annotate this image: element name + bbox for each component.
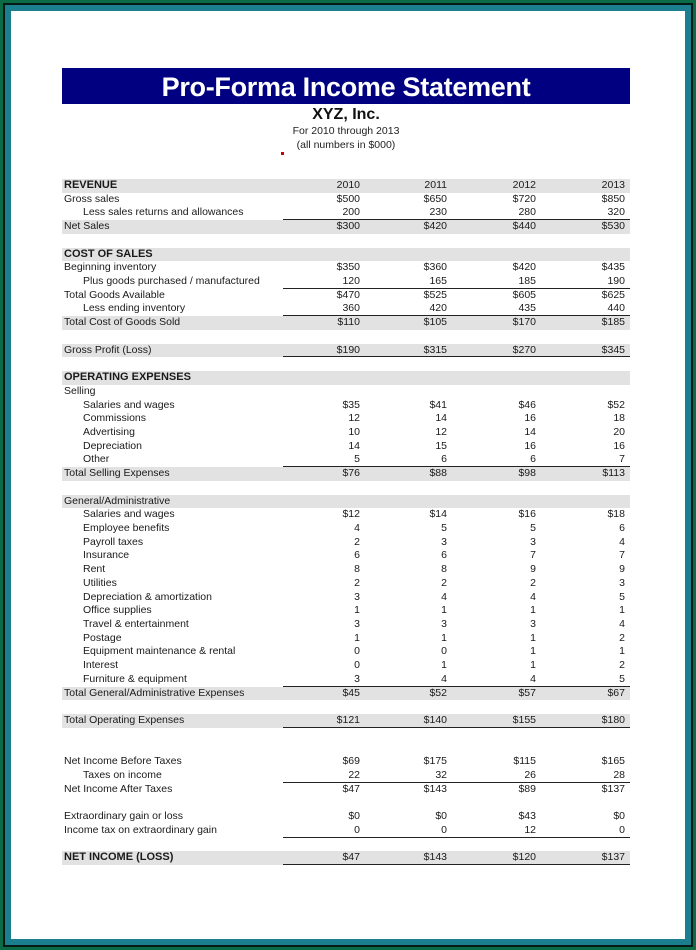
cell-value: 20 [613,425,625,438]
cell-value: $605 [512,288,536,301]
row-label: Advertising [83,425,135,438]
table-row [62,385,630,399]
cell-value: 360 [342,302,360,315]
cell-value: 2 [441,576,447,589]
blank-row [62,796,630,810]
income-statement-table [62,179,630,865]
row-label: Gross sales [64,192,120,205]
row-label: Depreciation [83,439,142,452]
cell-value: 435 [518,302,536,315]
table-row [62,687,630,701]
row-label: Less ending inventory [83,302,186,315]
cell-value: 2 [530,576,536,589]
cell-value: 185 [518,275,536,288]
cell-value: 28 [613,768,625,781]
cell-value: 12 [435,425,447,438]
cell-value: $315 [423,343,447,356]
cell-value: 4 [441,672,447,685]
table-row [62,714,630,728]
cell-value: 6 [619,521,625,534]
table-row [62,783,630,797]
cell-value: 3 [354,590,360,603]
cell-value: 22 [348,768,360,781]
row-label: Less sales returns and allowances [83,206,244,219]
cell-value: 1 [619,604,625,617]
table-row [62,508,630,522]
table-row [62,399,630,413]
document-title: Pro-Forma Income Statement [62,68,630,104]
cell-value: 26 [524,768,536,781]
cell-value: $47 [342,851,360,864]
cell-value: $140 [423,714,447,727]
cell-value: 14 [524,425,536,438]
cell-value: $185 [601,316,625,329]
cell-value: $175 [423,755,447,768]
cell-value: 7 [619,549,625,562]
table-row [62,659,630,673]
table-row [62,316,630,330]
row-label: Total Operating Expenses [64,714,185,727]
cell-value: 3 [441,535,447,548]
cell-value: 280 [518,206,536,219]
table-row [62,261,630,275]
row-label: Travel & entertainment [83,618,189,630]
table-row [62,412,630,426]
table-row [62,536,630,550]
table-row [62,275,630,289]
row-label: Equipment maintenance & rental [83,645,236,658]
cell-value: $57 [518,686,536,699]
row-label: Depreciation & amortization [83,590,212,603]
cell-value: $121 [336,714,360,727]
cell-value: $500 [336,192,360,205]
row-label: Employee benefits [83,521,170,534]
row-label: Total Selling Expenses [64,467,170,480]
cell-value: $18 [607,508,625,521]
cell-value: 8 [441,563,447,576]
cell-value: $35 [342,398,360,411]
cell-value: 1 [530,631,536,644]
cell-value: $52 [607,398,625,411]
cell-value: $47 [342,782,360,795]
company-name: XYZ, Inc. [312,106,380,123]
cell-value: $137 [601,782,625,795]
cell-value: 2013 [601,179,625,191]
cell-value: $435 [601,261,625,274]
table-row [62,824,630,838]
row-label: REVENUE [64,179,118,191]
cell-value: $105 [423,316,447,329]
cell-value: $165 [601,755,625,768]
row-label: Net Sales [64,220,110,233]
cell-value: 6 [441,549,447,562]
cell-value: 3 [441,618,447,630]
cell-value: 12 [348,412,360,425]
row-label: Selling [64,384,96,397]
comment-indicator-icon [281,152,284,155]
table-row [62,549,630,563]
table-row [62,618,630,632]
cell-value: 1 [530,645,536,658]
table-row [62,755,630,769]
cell-value: 0 [354,659,360,672]
cell-value: 5 [619,672,625,685]
blank-row [62,700,630,714]
cell-value: 3 [354,618,360,630]
cell-value: $470 [336,288,360,301]
row-label: Postage [83,631,122,644]
cell-value: 14 [435,412,447,425]
cell-value: 6 [530,453,536,466]
cell-value: $14 [429,508,447,521]
cell-value: 4 [441,590,447,603]
row-label: Utilities [83,576,117,589]
blank-row [62,357,630,371]
cell-value: $120 [512,851,536,864]
cell-value: 190 [607,275,625,288]
cell-value: 440 [607,302,625,315]
cell-value: 16 [524,439,536,452]
cell-value: 4 [354,521,360,534]
cell-value: $143 [423,851,447,864]
cell-value: $143 [423,782,447,795]
table-row [62,673,630,687]
cell-value: 3 [354,672,360,685]
table-row [62,344,630,358]
cell-value: 5 [441,521,447,534]
blank-row [62,234,630,248]
row-label: Total Goods Available [64,288,165,301]
blank-row [62,741,630,755]
table-row [62,522,630,536]
row-label: Gross Profit (Loss) [64,343,152,356]
cell-value: 9 [530,563,536,576]
cell-value: $115 [513,755,536,768]
table-row [62,604,630,618]
cell-value: 2 [619,631,625,644]
cell-value: 1 [354,631,360,644]
cell-value: 420 [429,302,447,315]
table-row [62,206,630,220]
cell-value: 320 [607,206,625,219]
row-label: OPERATING EXPENSES [64,371,191,384]
cell-value: 0 [354,823,360,836]
cell-value: 9 [619,563,625,576]
period-text: For 2010 through 2013 [292,125,400,137]
cell-value: $350 [336,261,360,274]
cell-value: 165 [429,275,447,288]
cell-value: 3 [530,618,536,630]
cell-value: $0 [348,810,360,823]
cell-value: $88 [429,467,447,480]
table-row [62,193,630,207]
cell-value: 4 [619,618,625,630]
cell-value: $110 [337,316,360,329]
table-row [62,453,630,467]
cell-value: 2 [619,659,625,672]
cell-value: $650 [423,192,447,205]
cell-value: 0 [354,645,360,658]
row-label: Total Cost of Goods Sold [64,316,181,329]
cell-value: 3 [619,576,625,589]
cell-value: 120 [342,275,360,288]
cell-value: 2012 [512,179,536,191]
cell-value: 4 [619,535,625,548]
cell-value: 0 [619,823,625,836]
cell-value: $440 [512,220,536,233]
cell-value: 0 [441,645,447,658]
row-label: Rent [83,563,106,576]
cell-value: $850 [601,192,625,205]
blank-row [62,838,630,852]
table-row [62,248,630,262]
cell-value: $360 [423,261,447,274]
row-label: Commissions [83,412,147,425]
row-label: Office supplies [83,604,152,617]
cell-value: 15 [435,439,447,452]
row-label: Insurance [83,549,130,562]
cell-value: $270 [512,343,536,356]
table-row [62,440,630,454]
table-row [62,645,630,659]
table-row [62,220,630,234]
cell-value: $41 [429,398,447,411]
cell-value: 8 [354,563,360,576]
cell-value: 5 [530,521,536,534]
cell-value: 7 [619,453,625,466]
cell-value: $16 [518,508,536,521]
cell-value: $12 [342,508,360,521]
cell-value: 32 [435,768,447,781]
cell-value: 1 [354,604,360,617]
cell-value: $155 [512,714,536,727]
table-row [62,302,630,316]
cell-value: 1 [530,659,536,672]
row-label: Payroll taxes [83,535,144,548]
cell-value: 10 [348,425,360,438]
cell-value: 4 [530,672,536,685]
cell-value: $0 [613,810,625,823]
table-row [62,810,630,824]
cell-value: 6 [441,453,447,466]
cell-value: 2 [354,535,360,548]
row-label: Taxes on income [83,768,162,781]
cell-value: 0 [441,823,447,836]
row-label: General/Administrative [64,494,171,507]
cell-value: $113 [602,467,625,480]
row-label: Salaries and wages [83,508,175,521]
cell-value: $190 [336,343,360,356]
cell-value: $525 [423,288,447,301]
cell-value: $76 [342,467,360,480]
table-row [62,371,630,385]
cell-value: 5 [354,453,360,466]
row-label: Furniture & equipment [83,672,187,685]
cell-value: $67 [607,686,625,699]
units-text: (all numbers in $000) [296,139,396,151]
cell-value: 230 [429,206,447,219]
cell-value: 1 [441,631,447,644]
row-label: Net Income Before Taxes [64,755,182,768]
row-label: Plus goods purchased / manufactured [83,275,260,288]
cell-value: $0 [435,810,447,823]
row-label: Other [83,453,110,466]
cell-value: 1 [441,659,447,672]
cell-value: 5 [619,590,625,603]
cell-value: $345 [601,343,625,356]
cell-value: $89 [518,782,536,795]
cell-value: 1 [619,645,625,658]
cell-value: $43 [518,810,536,823]
cell-value: 1 [530,604,536,617]
cell-value: 14 [348,439,360,452]
cell-value: $170 [512,316,536,329]
cell-value: $69 [342,755,360,768]
cell-value: $530 [601,220,625,233]
cell-value: 2011 [424,179,447,191]
table-row [62,495,630,509]
cell-value: 16 [613,439,625,452]
cell-value: 18 [613,412,625,425]
cell-value: $300 [336,220,360,233]
cell-value: $180 [601,714,625,727]
table-row [62,577,630,591]
row-label: Extraordinary gain or loss [64,810,184,823]
cell-value: 1 [441,604,447,617]
table-row [62,179,630,193]
table-row [62,467,630,481]
cell-value: $98 [518,467,536,480]
row-label: NET INCOME (LOSS) [64,851,174,864]
cell-value: $45 [342,686,360,699]
row-label: Net Income After Taxes [64,782,173,795]
cell-value: 2 [354,576,360,589]
row-label: Interest [83,659,119,672]
blank-row [62,728,630,742]
table-row [62,563,630,577]
cell-value: 4 [530,590,536,603]
cell-value: 7 [530,549,536,562]
cell-value: 2010 [336,179,360,191]
cell-value: $52 [429,686,447,699]
table-row [62,426,630,440]
cell-value: 12 [524,823,536,836]
blank-row [62,330,630,344]
row-label: Total General/Administrative Expenses [64,686,245,699]
cell-value: $420 [423,220,447,233]
table-row [62,632,630,646]
table-row [62,769,630,783]
row-label: Income tax on extraordinary gain [64,823,217,836]
table-row [62,289,630,303]
cell-value: 16 [524,412,536,425]
row-label: Salaries and wages [83,398,175,411]
table-row [62,851,630,865]
cell-value: $625 [601,288,625,301]
cell-value: $46 [518,398,536,411]
cell-value: $720 [512,192,536,205]
cell-value: $137 [601,851,625,864]
row-label: COST OF SALES [64,247,153,260]
cell-value: 200 [342,206,360,219]
table-row [62,591,630,605]
row-label: Beginning inventory [64,261,157,274]
cell-value: $420 [512,261,536,274]
cell-value: 6 [354,549,360,562]
cell-value: 3 [530,535,536,548]
blank-row [62,481,630,495]
